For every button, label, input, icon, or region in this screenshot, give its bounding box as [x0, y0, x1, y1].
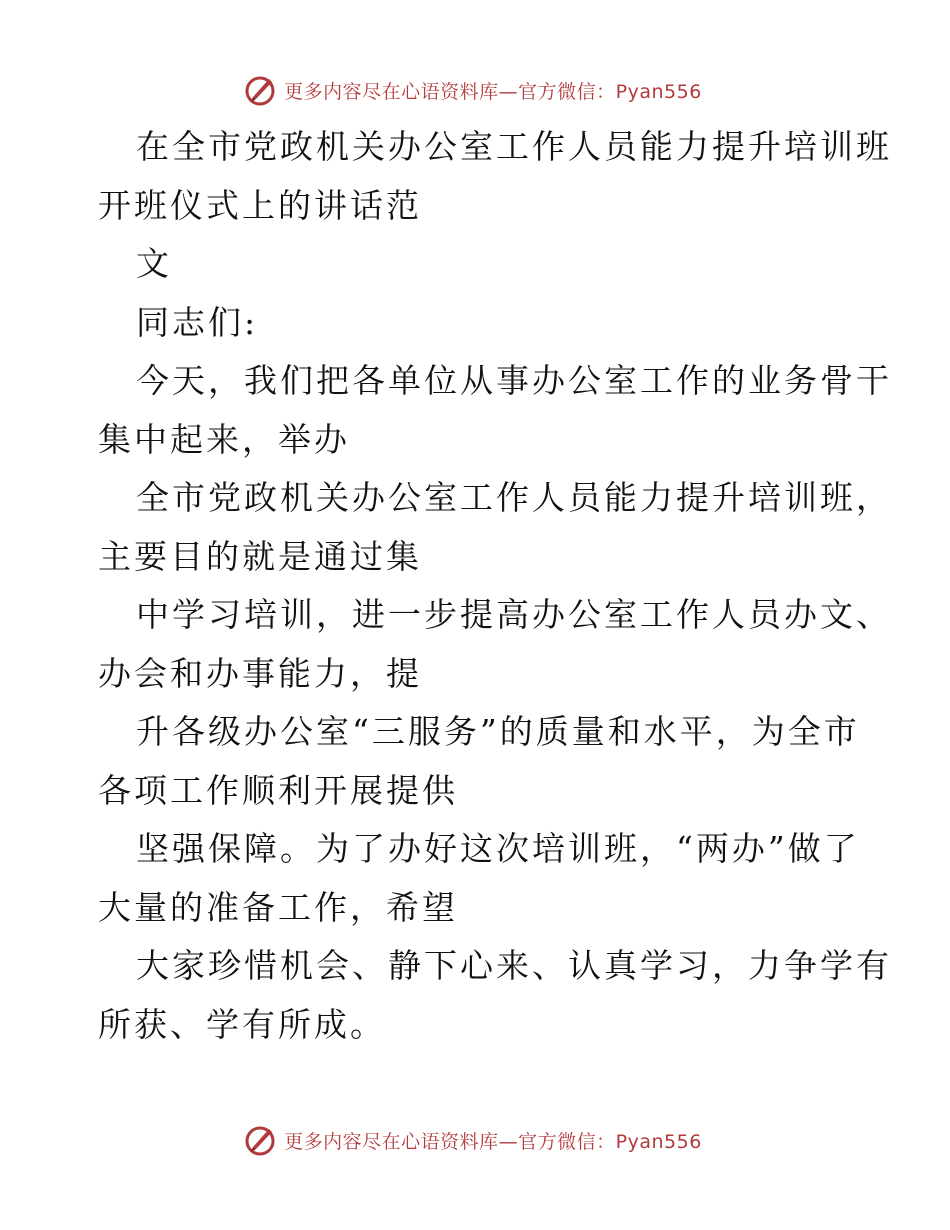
- text-line: 各项工作顺利开展提供: [98, 770, 458, 810]
- text-line: 升各级办公室“三服务”的质量和水平，为全市: [136, 712, 860, 751]
- text-line: 办会和办事能力，提: [98, 653, 422, 693]
- text-line: 集中起来，举办: [98, 419, 350, 459]
- watermark-text: 更多内容尽在心语资料库—官方微信：Pyan556: [284, 1130, 702, 1153]
- text-line: 文: [136, 244, 172, 283]
- text-line: 大家珍惜机会、静下心来、认真学习，力争学有: [136, 946, 892, 985]
- text-line: 今天，我们把各单位从事办公室工作的业务骨干: [136, 361, 892, 400]
- watermark-text: 更多内容尽在心语资料库—官方微信：Pyan556: [284, 80, 702, 103]
- text-line: 同志们:: [136, 302, 259, 342]
- text-line: 坚强保障。为了办好这次培训班，“两办”做了: [136, 829, 860, 868]
- text-line: 主要目的就是通过集: [98, 536, 422, 576]
- text-line: 开班仪式上的讲话范: [98, 185, 422, 225]
- text-line: 所获、学有所成。: [98, 1004, 386, 1044]
- text-line: 大量的准备工作，希望: [98, 887, 458, 927]
- quill-pen-logo-icon: [244, 1123, 278, 1157]
- text-line: 在全市党政机关办公室工作人员能力提升培训班: [136, 127, 892, 166]
- quill-pen-logo-icon: [244, 73, 278, 107]
- header-watermark: [0, 70, 950, 110]
- document-body: [98, 118, 892, 1054]
- text-line: 中学习培训，进一步提高办公室工作人员办文、: [136, 595, 892, 634]
- footer-watermark: [0, 1120, 950, 1160]
- text-line: 全市党政机关办公室工作人员能力提升培训班，: [136, 478, 892, 517]
